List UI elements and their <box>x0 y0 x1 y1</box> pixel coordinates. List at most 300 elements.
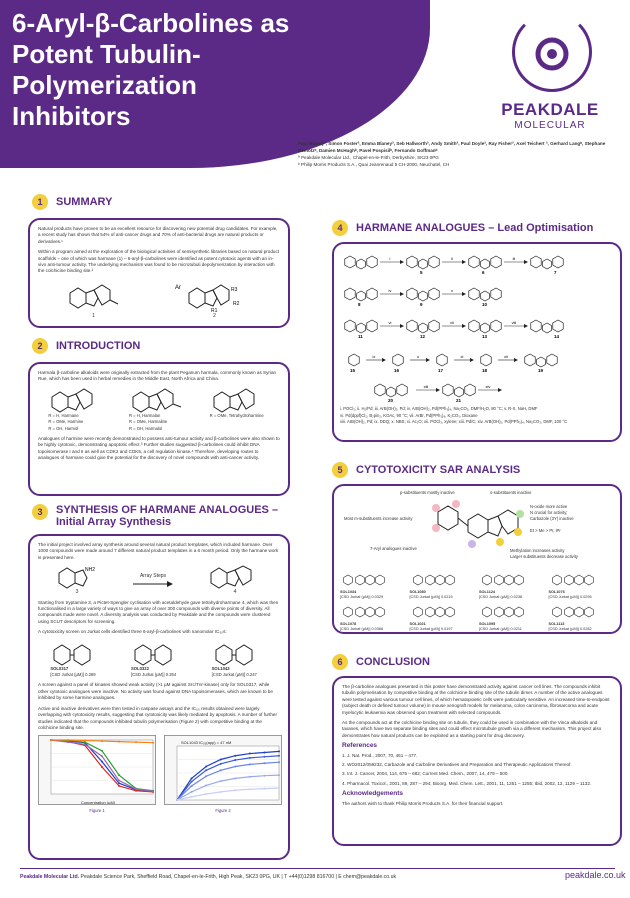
logo-name: PEAKDALE <box>501 100 599 119</box>
structure-ring <box>429 320 439 332</box>
sol1043-structure-icon <box>212 640 268 666</box>
sar-compound-ic50: [CSD Jurkat (µM)] 0.0282 <box>548 627 592 631</box>
sar-compound-name: SOL1124 <box>479 590 496 594</box>
arrow-head <box>400 292 404 296</box>
hit-sol0322 <box>131 640 187 679</box>
logo-sub: MOLECULAR <box>514 120 586 131</box>
chart-title: SOL1043 IC₅₀(app) = 47 nM <box>181 740 232 746</box>
section-number: 6 <box>332 654 348 670</box>
data-point <box>118 785 120 787</box>
tetrahydroharmane <box>207 565 263 595</box>
data-point <box>191 778 193 780</box>
compound-4-label: 4 <box>233 589 237 596</box>
sar-compound-name: SOL1113 <box>548 622 565 626</box>
structure-ring <box>443 384 453 396</box>
structure-ring <box>367 288 377 300</box>
sar-compound-name: SOL1034 <box>340 590 357 594</box>
compound-number: 20 <box>388 398 394 403</box>
sar-compound-ic50: [CSD Jurkat (µM)] 0.0215 <box>409 595 453 599</box>
data-point <box>205 766 207 768</box>
data-point <box>249 764 251 766</box>
structure-ring <box>552 575 561 585</box>
structure-ring <box>407 288 417 300</box>
summary-box <box>28 218 290 328</box>
aryl-carboline-structure-icon <box>175 279 255 313</box>
compound-number: 9 <box>420 302 423 307</box>
structure-ring <box>495 575 504 585</box>
hit-ic50: [CSD Jurkat (µM)] 0.247 <box>211 672 257 678</box>
data-point <box>101 756 103 758</box>
structure-ring <box>552 607 561 617</box>
structure-ring <box>407 256 417 268</box>
molecule-2 <box>175 279 255 319</box>
compound-number: 5 <box>420 270 423 275</box>
structure-ring <box>574 575 583 585</box>
data-point <box>101 761 103 763</box>
tetrahydroharmine-structure-icon <box>210 387 270 413</box>
sar-compound-ic50: [CSD Jurkat (µM)] 0.0238 <box>479 595 523 599</box>
data-point <box>135 788 137 790</box>
structure-ring <box>481 259 490 269</box>
sar-annotation: Methylation increases activity <box>510 548 565 553</box>
structure-ring <box>367 256 377 268</box>
compound-3-label: 3 <box>75 589 79 596</box>
summary-header <box>32 192 290 212</box>
intro-box <box>28 362 290 496</box>
structure-ring <box>357 259 366 269</box>
hit-name: SOL0322 <box>130 665 149 671</box>
synthesis-p3: A cytotoxicity screen on Jurkat cells identified three 6-aryl-β-carbolines with nanomolar IC₅₀s: <box>38 629 227 635</box>
svg-text:R1: R1 <box>210 307 217 313</box>
figure-2 <box>164 735 282 814</box>
compound-number: 21 <box>456 398 462 403</box>
right-column <box>332 218 622 846</box>
structure-ring <box>345 320 355 332</box>
arrow-head <box>470 358 474 362</box>
data-point <box>234 766 236 768</box>
hit-sol1043 <box>212 640 268 679</box>
data-point <box>205 776 207 778</box>
authors: Paul Blaneyª, Simon Fosterª, Emma Blaneyª, Seb Hallworthª, Andy Smithª, Paul Doyleª, Ray Fisherª, Axel Teichert ª, Gerhard Langᵇ, Stephane Demotzᵇ, Damien McHughᵇ, Pavel Pospisilᵇ, Fernando Goffmanᵇ <box>298 141 606 153</box>
data-point <box>249 789 251 791</box>
structure-ring <box>505 607 514 617</box>
step-label: iv <box>388 288 392 293</box>
arrow-head <box>382 358 386 362</box>
svg-text:NH2: NH2 <box>85 567 96 574</box>
sar-annotation: Carbazole (3Y) inactive <box>530 516 574 521</box>
structure-ring <box>437 354 447 366</box>
footer <box>20 874 396 880</box>
compound-number: 18 <box>482 368 488 373</box>
summary-p1: Natural products have proven to be an excellent resource for discovering new potential drug candidates. For example, a recent study has shown that 54% of anti-cancer drugs and 70% of anti-bacterial drugs are natural products or derivatives.¹ <box>38 226 278 244</box>
hit-name: SOL1043 <box>211 665 230 671</box>
data-point <box>84 740 86 742</box>
data-point <box>278 787 280 789</box>
structure-ring <box>505 575 514 585</box>
sar-diagram <box>340 490 614 568</box>
compound-number: 19 <box>538 368 544 373</box>
arrow-head <box>462 292 466 296</box>
data-point <box>220 759 222 761</box>
sar-annotation: Et > Me > Pr, iPr <box>530 528 561 533</box>
summary-structures <box>38 279 280 319</box>
carboline-structure-icon <box>64 279 124 313</box>
compound-number: 6 <box>482 270 485 275</box>
structure-ring <box>481 291 490 301</box>
structure-ring <box>469 256 479 268</box>
data-point <box>118 741 120 743</box>
data-point <box>191 781 193 783</box>
data-point <box>278 774 280 776</box>
data-point <box>101 766 103 768</box>
harmane-box <box>332 242 622 442</box>
sar-compound-ic50: [CSD Jurkat (µM)] 0.0211 <box>479 627 522 631</box>
section-title: INTRODUCTION <box>56 340 141 352</box>
synthesis-box <box>28 534 290 860</box>
data-point <box>234 778 236 780</box>
molecule-label: 1 <box>92 312 95 319</box>
structure-ring <box>344 575 353 585</box>
sar-compound <box>410 572 476 600</box>
harmane-label: R = H, Harmane <box>48 412 79 418</box>
data-point <box>263 763 265 765</box>
affiliation-a: ª Peakdale Molecular Ltd., Chapel-en-le-Frith, Derbyshire, SK23 0PG <box>298 155 439 160</box>
section-title: SYNTHESIS OF HARMANE ANALOGUES – <box>56 504 279 516</box>
reference-item: 4. Pharmacol. Toxicol., 2001, 89, 287 – 294; Bioorg. Med. Chem. Lett., 2001, 11, 1251 – 1255; Ibid, 2002, 12, 1129 – 1132. <box>342 780 592 786</box>
structure-ring <box>543 323 552 333</box>
acknowledgements-title: Acknowledgements <box>342 790 404 798</box>
footer-company: Peakdale Molecular Ltd. <box>20 874 80 880</box>
data-point <box>220 780 222 782</box>
data-point <box>249 757 251 759</box>
structure-ring <box>553 320 563 332</box>
arrow-head <box>498 388 502 392</box>
structure-ring <box>515 575 524 585</box>
structure-ring <box>344 607 353 617</box>
structure-ring <box>345 256 355 268</box>
harmane-header <box>332 218 622 238</box>
structure-ring <box>547 354 557 366</box>
data-point <box>278 762 280 764</box>
x-axis-label: Concentration (µM) <box>80 800 116 806</box>
data-point <box>220 791 222 793</box>
structure-ring <box>376 607 385 617</box>
arrow-head <box>426 358 430 362</box>
structure-ring <box>483 575 492 585</box>
structure-ring <box>425 607 434 617</box>
conclusion-box <box>332 676 622 846</box>
structure-ring <box>357 323 366 333</box>
structure-ring <box>366 575 375 585</box>
harmine-label: R = OMe, Harmine <box>48 419 84 425</box>
sar-compound-structure-icon <box>479 572 541 588</box>
figure-1 <box>38 735 156 814</box>
structure-ring <box>419 259 428 269</box>
section-title: CONCLUSION <box>356 656 430 668</box>
compound-number: 12 <box>420 334 426 339</box>
hit-sol0317 <box>50 640 106 679</box>
structure-ring <box>531 256 541 268</box>
structure-ring <box>413 575 422 585</box>
structure-ring <box>419 323 428 333</box>
harmalan-structure-icon <box>129 387 189 413</box>
data-point <box>234 759 236 761</box>
structure-ring <box>356 575 365 585</box>
sar-compound-structure-icon <box>340 604 402 620</box>
data-point <box>249 776 251 778</box>
structure-ring <box>429 288 439 300</box>
section-number: 1 <box>32 194 48 210</box>
structure-ring <box>553 256 563 268</box>
tetrahydroharmane-structure-icon <box>207 565 263 589</box>
sar-annotation: Larger substituents decrease activity <box>510 554 578 559</box>
compound-number: 10 <box>482 302 488 307</box>
data-point <box>278 755 280 757</box>
data-point <box>152 742 154 744</box>
compound-number: 13 <box>482 334 488 339</box>
section-title: HARMANE ANALOGUES – Lead Optimisation <box>356 222 594 234</box>
step-label: xi <box>460 354 464 359</box>
structure-ring <box>366 607 375 617</box>
compound-number: 15 <box>350 368 356 373</box>
conditions-3: viii. ArB(OH)₂, Pd; ix. DDQ; x. NBS; xi. Ac₂O; xii. POCl₃, xylene; xiii. Pd/C; xiv. ArB(OH)₂, Pd(PPh₃)₄, Na₂CO₃, DMF, 100 °C <box>340 419 568 425</box>
data-point <box>249 753 251 755</box>
data-point <box>263 775 265 777</box>
structure-ring <box>537 357 546 367</box>
data-point <box>135 741 137 743</box>
structure-ring <box>483 607 492 617</box>
compound-number: 11 <box>358 334 363 339</box>
conclusion-header <box>332 652 622 672</box>
sar-compound-name: SOL1021 <box>409 622 426 626</box>
synthesis-p5: Active and inactive derivatives were then tested in caspase assays and the IC₅₀ results obtained were largely overlapping with cytotoxicity results, suggesting that cytotoxicity was likely mediated by apoptosis. A number of further studies indicated that the compounds inhibited tubulin polymerisation (Figure 2) with competitive binding at the colchicine binding site. <box>38 705 277 730</box>
structure-ring <box>435 607 444 617</box>
hit-ic50: [CSD Jurkat (µM)] 0.264 <box>130 672 177 678</box>
reference-item: 1. J. Nat. Prod., 2007, 70, 461 – 477. <box>342 752 418 758</box>
figures-row <box>38 735 280 814</box>
data-point <box>118 774 120 776</box>
sar-compound-name: SOL1076 <box>548 590 565 594</box>
sar-compound <box>340 572 406 600</box>
tryptamine <box>55 565 99 595</box>
svg-text:R3: R3 <box>230 286 237 293</box>
data-point <box>205 770 207 772</box>
structure-ring <box>357 291 366 301</box>
data-point <box>263 756 265 758</box>
arrow-head <box>462 324 466 328</box>
data-point <box>191 791 193 793</box>
step-label: x <box>417 354 419 359</box>
section-title: CYTOTOXICITY SAR ANALYSIS <box>356 464 521 476</box>
sar-compound <box>549 572 615 600</box>
conclusion-p1: The β-carboline analogues presented in this poster have demonstrated activity against cancer cell lines. The compounds inhibit tubulin polymerisation by competitive binding at the colchicine binding site of the tubulin dimer. A number of the active analogues were tested against various tumour cell lines, of which hematopoietic cells were particularly sensitive. An increased time-to-endpoint (subject death or defined tumour volume) in mouse xenograft models for melanoma, colon carcinoma, fibrosarcoma and acute myelocytic leukaemia was observed upon treatment with selected compounds. <box>342 684 610 715</box>
arrow-head <box>514 358 518 362</box>
step-label: xiii <box>423 384 429 389</box>
sar-compound-ic50: [CSD Jurkat (µM)] 0.0295 <box>548 595 592 599</box>
sar-compound-structure-icon <box>479 604 541 620</box>
array-arrow <box>133 573 173 587</box>
figure-1-caption: Figure 1 <box>89 807 105 813</box>
data-point <box>101 750 103 752</box>
data-point <box>234 790 236 792</box>
tetrahydroharmine-label: R = OMe, Tetrahydroharmine <box>209 412 264 418</box>
structure-ring <box>564 575 573 585</box>
intro-p1: Harmala β-carboline alkaloids were originally extracted from the plant Peganum harmala, commonly known as Syrian Rue, which has been used in herbal remedies in the Middle East, North Africa and China. <box>38 370 277 382</box>
lead-optimisation-scheme <box>340 248 612 404</box>
compound-number: 7 <box>554 270 557 275</box>
sar-compound-name: SOL1078 <box>340 622 357 626</box>
footer-address: Peakdale Science Park, Sheffield Road, Chapel-en-le-Frith, High Peak, SK23 0PG, UK | T +44(0)1298 816700 | E chem@peakdale.co.uk <box>79 874 397 880</box>
data-point <box>205 793 207 795</box>
structure-ring <box>375 384 385 396</box>
structure-ring <box>491 256 501 268</box>
step-label: iii <box>512 256 516 261</box>
harmane-structure-icon <box>48 387 108 413</box>
structure-ring <box>387 387 396 397</box>
harmalan-group <box>129 387 189 432</box>
data-point <box>50 739 52 741</box>
intro-p2: Analogues of harmine were recently demonstrated to possess anti-tumour activity and β-carbolines were also shown to be highly cytotoxic, demonstrating apoptotic effect.³ Further studies suggested β-carbolines could inhibit DNA topoisomerase I and II as well as CDK2 and CDK5, a cell regulation kinase.⁴ Therefore, developing routes to analogues of harmane could give the potential for the discovery of novel compounds with anti-cancer activity. <box>38 436 280 461</box>
structure-ring <box>435 575 444 585</box>
sar-compound-ic50: [CSD Jurkat (µM)] 0.0197 <box>409 627 453 631</box>
sol0317-structure-icon <box>50 640 106 666</box>
structure-ring <box>356 607 365 617</box>
figure-2-chart <box>164 735 282 805</box>
sar-compound <box>549 604 615 632</box>
structure-ring <box>515 607 524 617</box>
step-label: viii <box>511 320 517 325</box>
compound-number: 16 <box>394 368 400 373</box>
data-point <box>67 739 69 741</box>
sar-header <box>332 460 622 480</box>
data-point <box>191 796 193 798</box>
compound-number: 14 <box>554 334 560 339</box>
data-point <box>118 783 120 785</box>
structure-ring <box>495 607 504 617</box>
sar-compound <box>479 604 545 632</box>
acknowledgements-text: The authors wish to thank Philip Morris Products S.A. for their financial support. <box>342 800 504 806</box>
structure-ring <box>564 607 573 617</box>
harmol-label: R = OH, Harmol <box>48 425 79 431</box>
footer-url[interactable]: peakdale.co.uk <box>565 870 626 880</box>
structure-ring <box>465 384 475 396</box>
structure-ring <box>491 288 501 300</box>
structure-ring <box>407 320 417 332</box>
structure-ring <box>543 259 552 269</box>
data-point <box>84 744 86 746</box>
step-label: ii <box>451 256 453 261</box>
synthesis-header <box>32 504 290 530</box>
data-point <box>191 785 193 787</box>
data-point <box>67 741 69 743</box>
sol0322-structure-icon <box>131 640 187 666</box>
section-title: SUMMARY <box>56 196 113 208</box>
arrow-head <box>400 324 404 328</box>
affiliation-b: ᵇ Philip Morris Products S.A., Quai Jeanrenaud 5 CH-2000, Neuchatel, CH <box>298 162 450 167</box>
structure-ring <box>393 354 403 366</box>
structure-ring <box>349 354 359 366</box>
section-number: 5 <box>332 462 348 478</box>
arrow-head <box>524 324 528 328</box>
data-point <box>152 791 154 793</box>
step-label: xii <box>504 354 508 359</box>
authors-block <box>298 140 618 168</box>
sar-compound <box>340 604 406 632</box>
data-point <box>234 755 236 757</box>
sar-compound-structure-icon <box>549 572 611 588</box>
compound-number: 8 <box>358 302 361 307</box>
left-column <box>28 192 290 860</box>
references-list <box>342 753 612 788</box>
section-number: 3 <box>32 504 48 520</box>
data-point <box>118 780 120 782</box>
structure-ring <box>455 387 464 397</box>
figure-2-caption: Figure 2 <box>215 807 231 813</box>
data-point <box>263 788 265 790</box>
synthesis-p1: The initial project involved array synthesis around several natural product templates, which included harmane. Over 1000 compounds were made around 7 different natural product templates in a 6 month period. Only the harmane work is presented here. <box>38 542 279 560</box>
data-point <box>220 763 222 765</box>
step-label: i <box>389 256 391 261</box>
structure-ring <box>425 575 434 585</box>
step-label: vii <box>450 320 454 325</box>
data-point <box>278 751 280 753</box>
molecule-1 <box>64 279 124 319</box>
harmalan-label: R = H, Harmalan <box>128 412 161 418</box>
synthesis-p2: Starting from tryptamine 3, a Pictet-Spengler cyclisation with acetaldehyde gave tetrahydroharmane 4, which was then functionalised in a large variety of ways to give an array of over 300 compounds with diverse points of diversity. All compounds made were novel. A diversity analysis was conducted by Peakdale and the compounds were clustered using SCUT descriptors for screening. <box>38 599 279 624</box>
harmaline-label: R = OMe, Harmaline <box>128 419 168 425</box>
harmala-structures <box>38 387 280 432</box>
footer-divider <box>20 868 615 869</box>
structure-ring <box>469 288 479 300</box>
sar-annotation: p-substituents mostly inactive <box>400 490 455 495</box>
hit-name: SOL0317 <box>50 665 69 671</box>
structure-ring <box>481 354 491 366</box>
structure-ring <box>525 354 535 366</box>
section-subtitle: Initial Array Synthesis <box>56 516 172 528</box>
data-point <box>220 770 222 772</box>
logo-mark-icon <box>530 32 574 76</box>
sar-compound-name: SOL1095 <box>479 622 496 626</box>
sar-compound-structure-icon <box>410 572 472 588</box>
structure-ring <box>419 291 428 301</box>
structure-ring <box>491 320 501 332</box>
step-label: vi <box>388 320 392 325</box>
reference-item: 2. WO2012/059232, Carbazole and Carboline Derivatives and Preparation and Therapeutic Applications Thereof. <box>342 762 572 768</box>
array-scheme <box>38 565 280 595</box>
sar-compound-structure-icon <box>549 604 611 620</box>
structure-ring <box>413 607 422 617</box>
hit-ic50: [CSD Jurkat (µM)] 0.269 <box>50 672 96 678</box>
structure-ring <box>445 575 454 585</box>
structure-ring <box>345 288 355 300</box>
structure-ring <box>574 607 583 617</box>
sar-compound-grid <box>340 572 614 632</box>
tetrahydroharmine-group <box>210 387 270 419</box>
harmalol-label: R = OH, Harmalol <box>128 425 163 431</box>
synthesis-p4: A screen against a panel of kinases showed weak activity (>1 µM against Src/Tnr-kinase) only for SOL0317, while other cytotoxic analogues were inactive. No activity was found against DNA topoisomerases, which are known to be inhibited by some harmine analogues. <box>38 682 273 701</box>
compound-number: 17 <box>438 368 444 373</box>
poster-title: 6-Aryl-β-Carbolines as Potent Tubulin-Polymerization Inhibitors <box>12 8 290 131</box>
sar-compound-ic50: [CSD Jurkat (µM)] 0.0366 <box>340 627 384 631</box>
harmane-group <box>48 387 108 432</box>
step-label: xiv <box>485 384 491 389</box>
data-point <box>263 752 265 754</box>
arrow-head <box>400 260 404 264</box>
structure-ring <box>584 607 593 617</box>
svg-text:R2: R2 <box>232 300 239 307</box>
data-point <box>176 799 178 801</box>
conditions-1: i. POCl₃; ii. H₂/Pd; iii. ArB(OH)₂, Pd; iv. ArB(OH)₂, Pd(PPh₃)₄, Na₂CO₃, DMF/H₂O, 80 °C; v. R-X, NaH, DMF <box>340 406 538 412</box>
